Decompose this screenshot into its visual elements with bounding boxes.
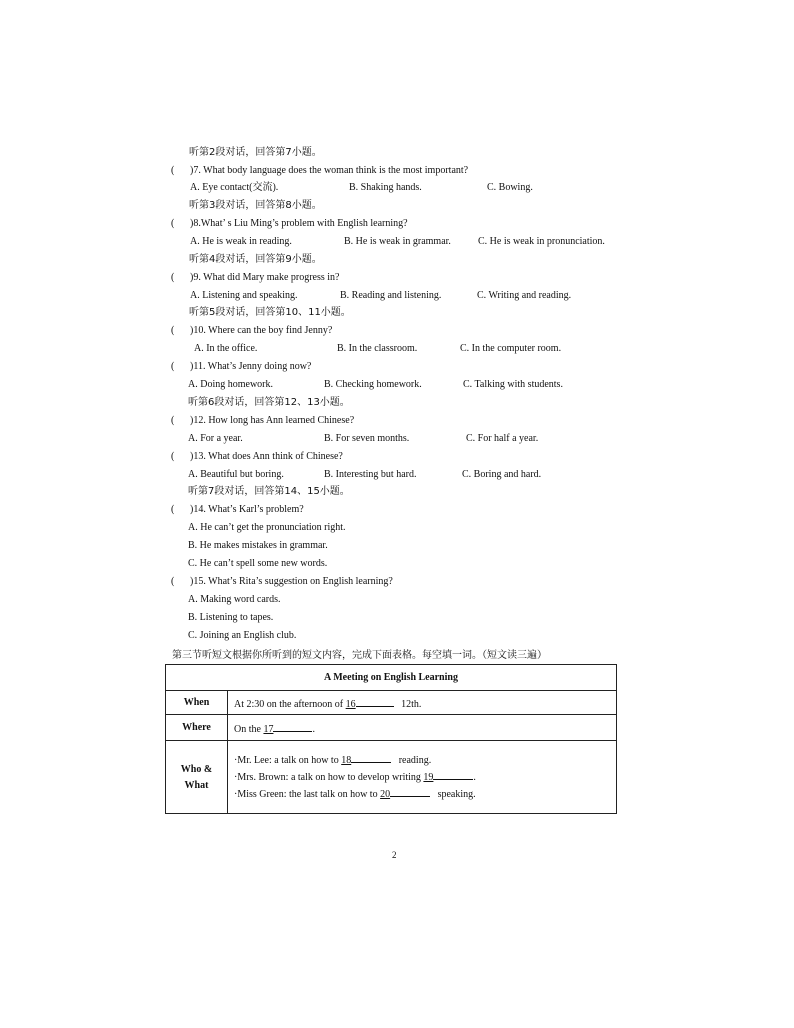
table-title: A Meeting on English Learning [166, 665, 617, 691]
option-c: C. He is weak in pronunciation. [478, 236, 605, 247]
label-who-what [166, 741, 228, 814]
label-where: Where [166, 715, 228, 741]
blank-16-line [356, 696, 394, 707]
option-a: A. He can’t get the pronunciation right. [188, 522, 346, 533]
section-3-heading: 第三节听短文根据你所听到的短文内容，完成下面表格。每空填一词。（短文读三遍） [172, 650, 547, 661]
page-number: 2 [392, 850, 397, 860]
instruction-dialogue-2: 听第2段对话，回答第7小题。 [189, 147, 322, 158]
blank-18-line [351, 752, 391, 763]
option-c: C. In the computer room. [460, 343, 562, 354]
blank-20-line [390, 786, 430, 797]
option-b: B. Interesting but hard. [324, 469, 417, 480]
when-text: At 2:30 on the afternoon of [234, 698, 344, 710]
r18-text: ·Mr. Lee: a talk on how to [234, 754, 339, 766]
where-text: On the [234, 723, 261, 735]
question-text: )12. How long has Ann learned Chinese? [190, 415, 355, 426]
option-b: B. For seven months. [324, 433, 410, 444]
instruction-dialogue-5: 听第5段对话，回答第10、11小题。 [189, 307, 351, 318]
option-a: A. Listening and speaking. [190, 290, 298, 301]
option-a: A. Eye contact(交流). [190, 182, 279, 193]
option-c: C. He can’t spell some new words. [188, 558, 328, 569]
answer-paren: ( [171, 325, 175, 336]
cell-where [228, 715, 617, 741]
option-a: A. In the office. [194, 343, 258, 354]
answer-paren: ( [171, 165, 175, 176]
blank-19-number: 19 [423, 771, 434, 783]
table-row-who-what [166, 741, 617, 814]
instruction-dialogue-7: 听第7段对话，回答第14、15小题。 [188, 486, 350, 497]
question-text: )14. What’s Karl’s problem? [190, 504, 304, 515]
blank-16-number: 16 [345, 698, 356, 710]
option-b: B. Checking homework. [324, 379, 422, 390]
label-who: Who & [180, 763, 213, 775]
option-c: C. Joining an English club. [188, 630, 297, 641]
blank-17-line [273, 721, 312, 732]
option-c: C. Writing and reading. [477, 290, 572, 301]
answer-paren: ( [171, 272, 175, 283]
label-what: What [184, 779, 209, 791]
answer-paren: ( [171, 504, 175, 515]
blank-19-line [433, 769, 473, 780]
question-text: )8.What’ s Liu Ming’s problem with English learning? [190, 218, 408, 229]
option-b: B. He is weak in grammar. [344, 236, 451, 247]
answer-paren: ( [171, 451, 175, 462]
blank-18-number: 18 [341, 754, 352, 766]
option-b: B. Shaking hands. [349, 182, 422, 193]
option-a: A. For a year. [188, 433, 243, 444]
option-b: B. Reading and listening. [340, 290, 442, 301]
row-20 [234, 786, 610, 803]
where-tail: . [312, 723, 315, 735]
answer-paren: ( [171, 218, 175, 229]
option-a: A. He is weak in reading. [190, 236, 292, 247]
option-b: B. He makes mistakes in grammar. [188, 540, 328, 551]
question-text: )11. What’s Jenny doing now? [190, 361, 312, 372]
r19-text: ·Mrs. Brown: a talk on how to develop writing [234, 771, 421, 783]
option-c: C. For half a year. [466, 433, 539, 444]
row-19 [234, 769, 610, 786]
cell-who-what [228, 741, 617, 814]
cell-when [228, 691, 617, 715]
question-text: )9. What did Mary make progress in? [190, 272, 340, 283]
instruction-dialogue-6: 听第6段对话，回答第12、13小题。 [188, 397, 350, 408]
meeting-table [165, 664, 617, 814]
question-text: )10. Where can the boy find Jenny? [190, 325, 333, 336]
answer-paren: ( [171, 361, 175, 372]
when-tail: 12th. [401, 698, 422, 710]
option-b: B. In the classroom. [337, 343, 418, 354]
r20-tail: speaking. [437, 788, 476, 800]
answer-paren: ( [171, 576, 175, 587]
instruction-dialogue-3: 听第3段对话，回答第8小题。 [189, 200, 322, 211]
r20-text: ·Miss Green: the last talk on how to [234, 788, 378, 800]
answer-paren: ( [171, 415, 175, 426]
r18-tail: reading. [398, 754, 432, 766]
label-when: When [166, 691, 228, 715]
option-c: C. Talking with students. [463, 379, 563, 390]
question-text: )13. What does Ann think of Chinese? [190, 451, 343, 462]
table-row-where [166, 715, 617, 741]
question-text: )7. What body language does the woman think is the most important? [190, 165, 469, 176]
option-a: A. Beautiful but boring. [188, 469, 284, 480]
row-18 [234, 752, 610, 769]
table-row-when [166, 691, 617, 715]
option-c: C. Bowing. [487, 182, 533, 193]
option-a: A. Doing homework. [188, 379, 273, 390]
option-c: C. Boring and hard. [462, 469, 542, 480]
blank-20-number: 20 [380, 788, 391, 800]
option-b: B. Listening to tapes. [188, 612, 274, 623]
instruction-dialogue-4: 听第4段对话，回答第9小题。 [189, 254, 322, 265]
blank-17-number: 17 [263, 723, 274, 735]
table-title-row [166, 665, 617, 691]
question-text: )15. What’s Rita’s suggestion on English learning? [190, 576, 393, 587]
r19-tail: . [473, 771, 476, 783]
option-a: A. Making word cards. [188, 594, 281, 605]
